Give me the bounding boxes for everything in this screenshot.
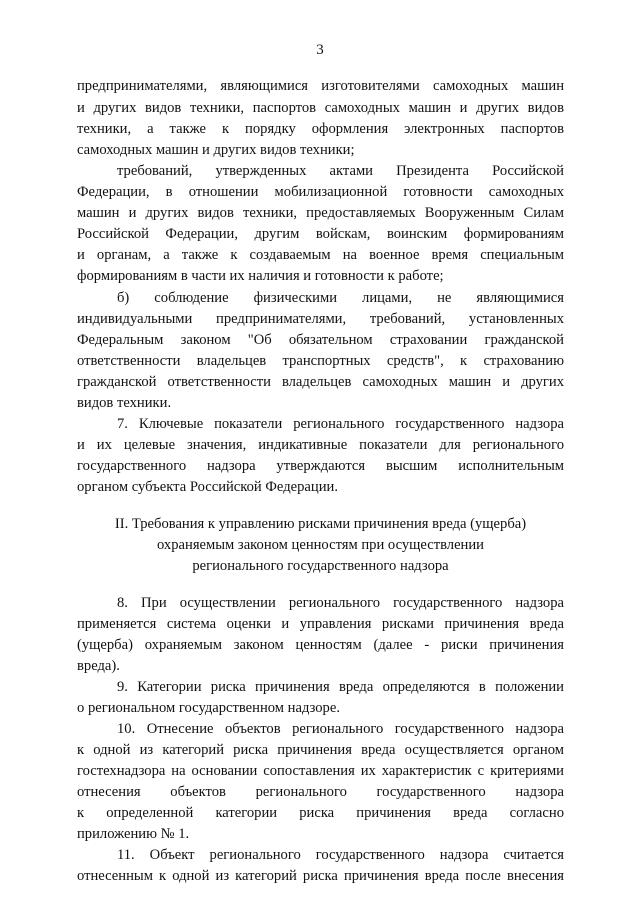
text-line: 7. Ключевые показатели регионального государственного надзора: [117, 416, 564, 432]
text-line: к одной из категорий риска причинения вреда осуществляется органом: [77, 742, 564, 758]
text-line: Российской Федерации, другим войскам, воинским формированиям: [77, 226, 564, 242]
text-line: (ущерба) охраняемым законом ценностям (далее - риски причинения: [77, 637, 564, 653]
text-line: предпринимателями, являющимися изготовителями самоходных машин: [77, 78, 564, 94]
text-line: и органам, а также к создаваемым на военное время специальным: [77, 247, 564, 263]
text-line: гражданской ответственности владельцев самоходных машин и других: [77, 374, 564, 390]
text-line: б) соблюдение физическими лицами, не являющимися: [117, 290, 564, 306]
text-line: и их целевые значения, индикативные показатели для регионального: [77, 437, 564, 453]
text-line: Федеральным законом "Об обязательном страховании гражданской: [77, 332, 564, 348]
text-line: к определенной категории риска причинения вреда согласно: [77, 805, 564, 821]
text-line: органом субъекта Российской Федерации.: [77, 479, 338, 495]
text-line: применяется система оценки и управления рисками причинения вреда: [77, 616, 564, 632]
text-line: о региональном государственном надзоре.: [77, 700, 340, 716]
text-line: Федерации, в отношении мобилизационной готовности самоходных: [77, 184, 564, 200]
section-heading: регионального государственного надзора: [192, 558, 449, 574]
text-line: вреда).: [77, 658, 120, 674]
text-line: ответственности владельцев транспортных средств", к страхованию: [77, 353, 564, 369]
text-line: государственного надзора утверждаются высшим исполнительным: [77, 458, 564, 474]
section-heading: охраняемым законом ценностям при осуществлении: [157, 537, 484, 553]
text-line: требований, утвержденных актами Президента Российской: [117, 163, 564, 179]
text-line: 11. Объект регионального государственного надзора считается: [117, 847, 564, 863]
text-line: отнесения объектов регионального государственного надзора: [77, 784, 564, 800]
text-line: и других видов техники, паспортов самоходных машин и других видов: [77, 100, 564, 116]
text-line: 8. При осуществлении регионального государственного надзора: [117, 595, 564, 611]
text-line: машин и других видов техники, предоставляемых Вооруженным Силам: [77, 205, 564, 221]
text-line: отнесенным к одной из категорий риска причинения вреда после внесения: [77, 868, 564, 884]
text-line: самоходных машин и других видов техники;: [77, 142, 355, 158]
text-line: 9. Категории риска причинения вреда определяются в положении: [117, 679, 564, 695]
text-line: видов техники.: [77, 395, 172, 411]
text-line: формированиям в части их наличия и готовности к работе;: [77, 268, 444, 284]
text-line: техники, а также к порядку оформления электронных паспортов: [77, 121, 564, 137]
section-heading: II. Требования к управлению рисками причинения вреда (ущерба): [114, 516, 527, 532]
text-line: индивидуальными предпринимателями, требований, установленных: [77, 311, 564, 327]
text-line: 10. Отнесение объектов регионального государственного надзора: [117, 721, 564, 737]
text-line: гостехнадзора на основании сопоставления их характеристик с критериями: [77, 763, 564, 779]
page-number: 3: [316, 42, 324, 58]
text-line: приложению № 1.: [77, 826, 190, 842]
